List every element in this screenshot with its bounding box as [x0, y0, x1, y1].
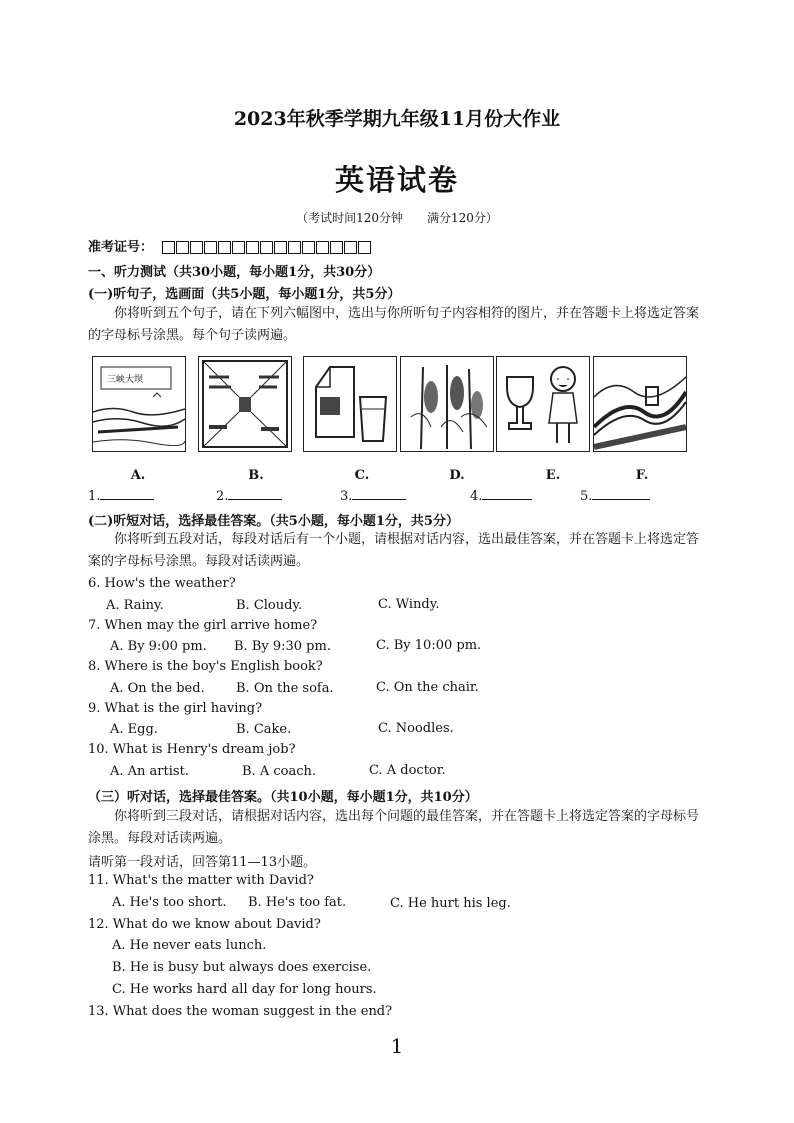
dialogue1-prompt: 请听第一段对话，回答第11—13小题。: [88, 855, 317, 870]
question-9: 9. What is the girl having?: [88, 701, 263, 716]
admission-digit-box[interactable]: [274, 241, 287, 254]
question-13: 13. What does the woman suggest in the end?: [88, 1004, 393, 1019]
picture-label-b: B.: [248, 468, 264, 483]
picture-label-e: E.: [545, 468, 561, 483]
admission-number-row: [88, 236, 372, 255]
admission-digit-box[interactable]: [344, 241, 357, 254]
answer-blank-2[interactable]: 2.: [216, 487, 282, 504]
question-6: 6. How's the weather?: [88, 576, 236, 591]
picture-b: [198, 356, 292, 452]
exam-info: （考试时间120分钟 满分120分）: [296, 211, 498, 225]
picture-f: [593, 356, 687, 452]
admission-digit-box[interactable]: [176, 241, 189, 254]
option-10c[interactable]: C. A doctor.: [369, 763, 446, 778]
question-7: 7. When may the girl arrive home?: [88, 618, 318, 633]
admission-digit-box[interactable]: [246, 241, 259, 254]
answer-blank-4[interactable]: 4.: [470, 487, 532, 504]
option-12b[interactable]: B. He is busy but always does exercise.: [112, 960, 372, 975]
answer-blank-3[interactable]: 3.: [340, 487, 406, 504]
option-7a[interactable]: A. By 9:00 pm.: [110, 639, 207, 654]
picture-a: [92, 356, 186, 452]
milk-and-glass-icon: [304, 357, 396, 451]
admission-digit-box[interactable]: [302, 241, 315, 254]
admission-digit-box[interactable]: [330, 241, 343, 254]
option-9c[interactable]: C. Noodles.: [378, 721, 454, 736]
admission-digit-box[interactable]: [218, 241, 231, 254]
trophy-and-girl-icon: [497, 357, 589, 451]
picture-label-c: C.: [354, 468, 370, 483]
answer-blank-5[interactable]: 5.: [580, 487, 650, 504]
page-number: 1: [390, 1034, 404, 1058]
question-11: 11. What's the matter with David?: [88, 873, 314, 888]
option-7b[interactable]: B. By 9:30 pm.: [234, 639, 331, 654]
option-10a[interactable]: A. An artist.: [110, 764, 189, 779]
part2-heading: (二)听短对话，选择最佳答案。（共5小题，每小题1分，共5分）: [88, 514, 459, 529]
admission-digit-box[interactable]: [260, 241, 273, 254]
picture-label-a: A.: [130, 468, 146, 483]
admission-digit-box[interactable]: [288, 241, 301, 254]
part1-instructions: 你将听到五个句子，请在下列六幅图中，选出与你所听句子内容相符的图片，并在答题卡上将选定答案的字母标号涂黑。每个句子读两遍。: [88, 306, 700, 343]
option-8c[interactable]: C. On the chair.: [376, 680, 479, 695]
option-12a[interactable]: A. He never eats lunch.: [112, 938, 267, 953]
admission-digit-box[interactable]: [190, 241, 203, 254]
admission-label: 准考证号：: [88, 240, 154, 255]
option-6a[interactable]: A. Rainy.: [106, 598, 164, 613]
option-11c[interactable]: C. He hurt his leg.: [390, 896, 511, 911]
option-8b[interactable]: B. On the sofa.: [236, 681, 334, 696]
option-11a[interactable]: A. He's too short.: [112, 895, 227, 910]
option-9a[interactable]: A. Egg.: [110, 722, 158, 737]
admission-digit-box[interactable]: [204, 241, 217, 254]
option-10b[interactable]: B. A coach.: [242, 764, 316, 779]
option-8a[interactable]: A. On the bed.: [110, 681, 205, 696]
picture-d: [400, 356, 494, 452]
question-12: 12. What do we know about David?: [88, 917, 321, 932]
admission-boxes: [162, 240, 372, 255]
corn-plants-icon: [401, 357, 493, 451]
picture-label-d: D.: [449, 468, 465, 483]
part3-heading: （三）听对话，选择最佳答案。（共10小题，每小题1分，共10分）: [88, 790, 478, 805]
option-6b[interactable]: B. Cloudy.: [236, 598, 303, 613]
subject-title: 英语试卷: [334, 163, 459, 197]
option-12c[interactable]: C. He works hard all day for long hours.: [112, 982, 377, 997]
option-7c[interactable]: C. By 10:00 pm.: [376, 638, 482, 653]
great-wall-icon: [594, 357, 686, 451]
part3-instructions: 你将听到三段对话，请根据对话内容，选出每个问题的最佳答案，并在答题卡上将选定答案的字母标号涂黑。每段对话读两遍。: [88, 809, 700, 846]
picture-c: [303, 356, 397, 452]
street-scene-icon: [199, 357, 291, 451]
option-11b[interactable]: B. He's too fat.: [248, 895, 347, 910]
question-8: 8. Where is the boy's English book?: [88, 659, 323, 674]
building-lake-scene-icon: [93, 357, 185, 451]
section1-heading: 一、听力测试（共30小题，每小题1分，共30分）: [88, 265, 381, 280]
question-10: 10. What is Henry's dream job?: [88, 742, 296, 757]
option-6c[interactable]: C. Windy.: [378, 597, 440, 612]
admission-digit-box[interactable]: [232, 241, 245, 254]
admission-digit-box[interactable]: [162, 241, 175, 254]
admission-digit-box[interactable]: [358, 241, 371, 254]
svg-text:三峡大坝: 三峡大坝: [107, 375, 144, 385]
part1-heading: (一)听句子，选画面（共5小题，每小题1分，共5分）: [88, 287, 401, 302]
picture-label-f: F.: [635, 468, 649, 483]
part2-instructions: 你将听到五段对话，每段对话后有一个小题，请根据对话内容，选出最佳答案，并在答题卡上将选定答案的字母标号涂黑。每段对话读两遍。: [88, 532, 700, 569]
picture-e: [496, 356, 590, 452]
answer-blank-1[interactable]: 1.: [88, 487, 154, 504]
admission-digit-box[interactable]: [316, 241, 329, 254]
page-title: 2023年秋季学期九年级11月份大作业: [233, 108, 561, 130]
option-9b[interactable]: B. Cake.: [236, 722, 292, 737]
